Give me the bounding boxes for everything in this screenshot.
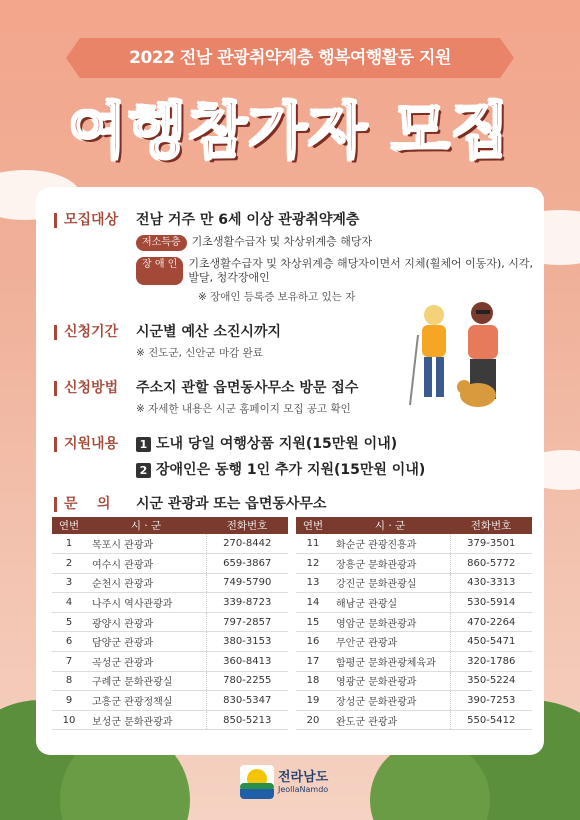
row-office: 고흥군 관광정책실 — [86, 691, 206, 711]
contact-tables — [52, 517, 532, 730]
number-badge-1: 1 — [136, 437, 151, 452]
row-phone: 780-2255 — [206, 671, 288, 691]
jeollanamdo-logo — [240, 765, 328, 799]
row-number: 16 — [296, 632, 330, 652]
support-item-2-text: 장애인은 동행 1인 추가 지원(15만원 이내) — [156, 462, 426, 478]
row-phone: 430-3313 — [450, 573, 532, 593]
row-number: 18 — [296, 671, 330, 691]
table-row — [296, 554, 532, 574]
row-number: 6 — [52, 632, 86, 652]
table-row — [296, 671, 532, 691]
section-tag: 신청방법 — [54, 381, 136, 396]
disabled-text: 기초생활수급자 및 차상위계층 해당자이면서 지체(휠체어 이동자), 시각, 발달, 청각장애인 — [188, 257, 534, 284]
row-phone: 339-8723 — [206, 593, 288, 613]
row-phone: 350-5224 — [450, 671, 532, 691]
row-number: 5 — [52, 612, 86, 632]
row-office: 보성군 문화관광과 — [86, 710, 206, 730]
section-main-text: 시군별 예산 소진시까지 — [136, 324, 281, 340]
row-office: 강진군 문화관광실 — [330, 573, 450, 593]
table-row — [296, 573, 532, 593]
section-main-text: 시군 관광과 또는 읍면동사무소 — [136, 496, 327, 512]
section-main-text: 전남 거주 만 6세 이상 관광취약계층 — [136, 212, 360, 228]
info-card — [36, 187, 544, 755]
row-phone: 659-3867 — [206, 554, 288, 574]
number-badge-2: 2 — [136, 463, 151, 478]
table-row — [52, 671, 288, 691]
travelers-illustration — [406, 295, 516, 415]
row-office: 나주시 역사관광과 — [86, 593, 206, 613]
section-note: ※ 자세한 내용은 시군 홈페이지 모집 공고 확인 — [136, 403, 351, 415]
row-office: 구례군 문화관광실 — [86, 671, 206, 691]
row-phone: 470-2264 — [450, 612, 532, 632]
table-row — [296, 612, 532, 632]
table-row — [296, 632, 532, 652]
table-row — [296, 710, 532, 730]
table-row — [52, 593, 288, 613]
support-item-1-text: 도내 당일 여행상품 지원(15만원 이내) — [156, 436, 398, 452]
col-header-region: 시 · 군 — [330, 517, 450, 534]
table-row — [296, 652, 532, 672]
row-office: 영광군 문화관광과 — [330, 671, 450, 691]
row-office: 곡성군 관광과 — [86, 652, 206, 672]
disabled-pill: 장 애 인 — [136, 257, 183, 285]
section-tag: 문 의 — [54, 497, 136, 512]
row-phone: 379-3501 — [450, 534, 532, 554]
table-row — [52, 632, 288, 652]
row-office: 해남군 관광실 — [330, 593, 450, 613]
table-row — [52, 710, 288, 730]
row-number: 13 — [296, 573, 330, 593]
row-phone: 797-2857 — [206, 612, 288, 632]
row-number: 4 — [52, 593, 86, 613]
table-row — [52, 652, 288, 672]
row-office: 순천시 관광과 — [86, 573, 206, 593]
row-number: 14 — [296, 593, 330, 613]
section-inquiry — [54, 493, 326, 513]
row-phone: 270-8442 — [206, 534, 288, 554]
row-number: 1 — [52, 534, 86, 554]
row-number: 2 — [52, 554, 86, 574]
row-number: 20 — [296, 710, 330, 730]
row-office: 영암군 문화관광과 — [330, 612, 450, 632]
section-target — [54, 209, 534, 304]
section-tag: 지원내용 — [54, 437, 136, 452]
logo-sub: JeollaNamdo — [278, 784, 329, 794]
row-number: 19 — [296, 691, 330, 711]
page-title: 여행참가자 모집 — [68, 97, 512, 167]
section-note: ※ 진도군, 신안군 마감 완료 — [136, 347, 263, 359]
title-banner: 2022 전남 관광취약계층 행복여행활동 지원 — [80, 38, 500, 78]
section-method — [54, 377, 358, 416]
row-office: 광양시 관광과 — [86, 612, 206, 632]
row-office: 여수시 관광과 — [86, 554, 206, 574]
low-income-text: 기초생활수급자 및 차상위계층 해당자 — [191, 235, 373, 248]
table-row — [52, 691, 288, 711]
row-number: 12 — [296, 554, 330, 574]
row-office: 장흥군 문화관광과 — [330, 554, 450, 574]
row-phone: 320-1786 — [450, 652, 532, 672]
row-number: 10 — [52, 710, 86, 730]
row-office: 함평군 문화관광체육과 — [330, 652, 450, 672]
section-support — [54, 433, 425, 479]
row-phone: 450-5471 — [450, 632, 532, 652]
row-number: 11 — [296, 534, 330, 554]
row-office: 담양군 관광과 — [86, 632, 206, 652]
jeollanamdo-emblem-icon — [240, 765, 274, 799]
table-row — [296, 534, 532, 554]
logo-name: 전라남도 — [278, 769, 329, 785]
row-phone: 550-5412 — [450, 710, 532, 730]
row-office: 완도군 관광과 — [330, 710, 450, 730]
table-row — [52, 554, 288, 574]
row-number: 3 — [52, 573, 86, 593]
row-phone: 749-5790 — [206, 573, 288, 593]
row-number: 9 — [52, 691, 86, 711]
row-number: 15 — [296, 612, 330, 632]
section-tag: 신청기간 — [54, 325, 136, 340]
col-header-phone: 전화번호 — [450, 517, 532, 534]
row-number: 17 — [296, 652, 330, 672]
support-item-1 — [136, 433, 397, 453]
contact-table-right — [296, 517, 532, 730]
col-header-region: 시 · 군 — [86, 517, 206, 534]
row-phone: 860-5772 — [450, 554, 532, 574]
row-number: 7 — [52, 652, 86, 672]
support-item-2 — [136, 459, 425, 479]
contact-table-left — [52, 517, 288, 730]
table-row — [52, 534, 288, 554]
table-row — [296, 593, 532, 613]
section-main-text: 주소지 관할 읍면동사무소 방문 접수 — [136, 380, 359, 396]
table-row — [52, 612, 288, 632]
disabled-note: ※ 장애인 등록증 보유하고 있는 자 — [198, 291, 356, 303]
table-row — [52, 573, 288, 593]
row-phone: 390-7253 — [450, 691, 532, 711]
row-phone: 850-5213 — [206, 710, 288, 730]
row-office: 목포시 관광과 — [86, 534, 206, 554]
row-office: 무안군 관광과 — [330, 632, 450, 652]
row-phone: 830-5347 — [206, 691, 288, 711]
row-phone: 360-8413 — [206, 652, 288, 672]
table-row — [296, 691, 532, 711]
row-phone: 530-5914 — [450, 593, 532, 613]
col-header-phone: 전화번호 — [206, 517, 288, 534]
row-phone: 380-3153 — [206, 632, 288, 652]
row-office: 화순군 관광진흥과 — [330, 534, 450, 554]
section-period — [54, 321, 281, 360]
col-header-no: 연번 — [52, 517, 86, 534]
low-income-pill: 저소득층 — [136, 235, 187, 251]
col-header-no: 연번 — [296, 517, 330, 534]
row-office: 장성군 문화관광과 — [330, 691, 450, 711]
section-tag: 모집대상 — [54, 213, 136, 228]
row-number: 8 — [52, 671, 86, 691]
